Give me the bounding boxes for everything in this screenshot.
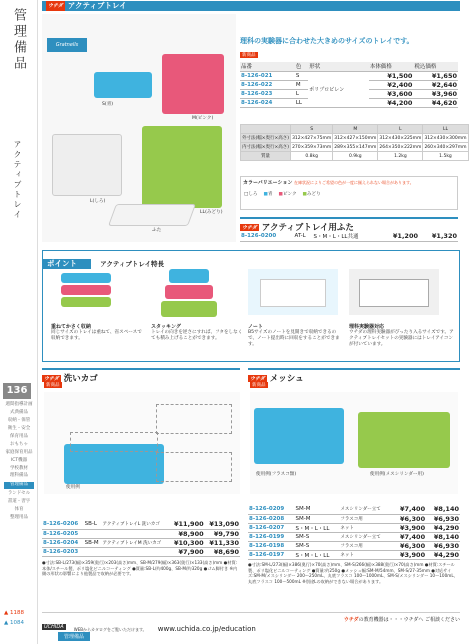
point-section [42, 250, 460, 362]
stack-image [51, 269, 141, 317]
feature-1: 重ねてかさく収納 同じサイズのトレイは重ねて、省スペースで収納できます。 [51, 324, 142, 342]
tray-s-image [94, 72, 152, 98]
table-row: 8-126-0203 ¥7,900 ¥8,690 [43, 547, 239, 556]
feature-2: スタッキング トレイの向きを逆さにすれば、フタをしなくても積み上げることができます。 [151, 324, 243, 342]
index-item[interactable]: 管理備品 [4, 482, 34, 489]
table-row: 8-126-023 L ¥3,600 ¥3,960 [241, 89, 457, 98]
color-green: ■みどり [302, 192, 321, 197]
label-m: M(ピンク) [192, 116, 214, 121]
feature-3: ノート B5サイズのノートを見開きで収納できるので、ノート提出時に回収をすることができます。 [248, 324, 340, 348]
lid-table [240, 232, 458, 242]
mesh-table [248, 505, 460, 560]
footer-count-2: ▲ 1084 [4, 620, 24, 626]
tray-l-image [52, 134, 122, 196]
index-item[interactable]: 収納・保管 [7, 417, 31, 423]
index-item[interactable]: 書道・習字 [7, 499, 31, 505]
tray-m-image [162, 54, 224, 114]
point-label: ポイント [43, 259, 91, 269]
index-item[interactable]: 理科備品 [10, 473, 28, 479]
page-number: 136 [3, 383, 31, 399]
mesh-new-badge: 新商品 [252, 383, 266, 388]
notebook-image [248, 269, 338, 315]
label-l: L(しろ) [90, 199, 106, 204]
index-item[interactable]: 学校教材 [10, 465, 28, 471]
lid-section-header: ウチダ アクティブトレイ用ふた [240, 217, 458, 233]
sidebar [0, 0, 38, 644]
color-box: カラーバリエーション 在庫状況によりご希望の色が一度に揃えられない場合があります。 □しろ ■青 ■ピンク ■みどり [240, 176, 458, 210]
gratnells-logo: Gratnells [47, 38, 87, 52]
footer: UCHIDA WEBからカタログをご覧いただけます。 www.uchida.co.jp/education ウチダの教育機器は・・・ウチダへ ご相談ください [42, 612, 460, 635]
table-row: 8-126-0205 ¥8,900 ¥9,790 [43, 529, 239, 538]
spec-table: S M L LL 外寸法(幅×奥行×高さ) 312×427×75mm 312×427×150mm 312×430×225mm 312×430×300mm 内寸法(幅×奥行×高さ) 270×359×73mm 289×355×147mm 264×350×222mm 260×340×297mm 質量 0.8kg 0.9kg 1.2kg 1.5kg [242, 126, 467, 159]
footer-tag: 管理備品 [58, 632, 90, 641]
point-subtitle: アクティブトレイ特長 [100, 260, 165, 268]
kago-new-badge: 新商品 [46, 383, 60, 388]
tray-ll-image [142, 126, 222, 208]
footer-url[interactable]: www.uchida.co.jp/education [157, 625, 256, 633]
color-white: □しろ [244, 192, 258, 197]
footer-count-1: ▲ 1188 [4, 610, 24, 616]
table-row: 8-126-024 LL ¥4,200 ¥4,620 [241, 98, 457, 107]
index-item[interactable]: ICT機器 [10, 457, 28, 463]
index-item[interactable]: 衛生・安全 [7, 425, 31, 431]
table-row: 8-126-0207 S・M・L・LL ネット ¥3,900 ¥4,290 [249, 523, 459, 532]
mesh-note: ●寸法:SM-L/273(幅)×386(奥行)×70(高さ)mm、SM-S/266(幅)×388(奥行)×70(高さ)mm ●材質:スチール製、ポリ塩化ビニルコーティング ●質量:約250g ●メッシュ幅:SM-M/54mm、SM-S/27-35mm ●対応サイズ:SM-M/メスシリンダー 200〜250mL、丸底フラスコ 100〜1000mL、SM-S/メスシリンダー 10〜100mL、丸底フラスコ 100〜500mL ※別途Lの収納ができない場合があります。 [248, 562, 458, 585]
table-row: 8-126-0204 SB-M アクティブトレイM 洗いカゴ ¥10,300 ¥11,330 [43, 538, 239, 547]
index-item[interactable]: 週間指導計画 [5, 402, 33, 407]
label-ll: LL(みどり) [200, 210, 223, 215]
table-row: 8-126-0206 SB-L アクティブトレイL 洗いカゴ ¥11,900 ¥13,090 [43, 520, 239, 529]
mesh-header: ウチダ メッシュ [248, 368, 460, 384]
index-item[interactable]: 式典備品 [10, 409, 28, 415]
price-table: 品番 色 形状 本体価格 税込価格 8-126-021 S ポリプロピレン ¥1,500 ¥1,650 8-126-022 M ¥2,400 ¥2,640 8-126-023 L ¥3,600 ¥3,960 8-126-024 LL ¥4,200 ¥4,620 [240, 62, 458, 108]
kago-header: ウチダ 洗いカゴ [42, 368, 240, 384]
lid-image [108, 204, 196, 226]
table-row: 8-126-0197 S・M・L・LL ネット ¥3,900 ¥4,290 [249, 550, 459, 559]
new-badge: 新商品 [242, 53, 256, 58]
table-row: 8-126-0199 SM-S メスシリンダー立て ¥7,400 ¥8,140 [249, 532, 459, 541]
index-item[interactable]: ランドセル [7, 491, 31, 497]
section-subtitle: アクティブトレイ [13, 140, 22, 220]
headline: 理科の実験器に合わせた大きめのサイズのトレイです。 [240, 37, 414, 45]
section-title: 管理備品 [11, 8, 26, 72]
feature-4: 理科実験器対応 ウチダの理科実験器がぴったり入るサイズです。アクティブトレイセットの実験器にはトレイアイコンが付いています。 [349, 324, 454, 348]
table-row: 8-126-0208 SM-M フラスコ用 ¥6,300 ¥6,930 [249, 514, 459, 523]
table-row: 8-126-021 S ポリプロピレン ¥1,500 ¥1,650 [240, 71, 458, 80]
index-item[interactable]: 家庭保育用品 [5, 449, 33, 455]
index-item[interactable]: おもちゃ [10, 441, 28, 447]
product-bar [42, 1, 460, 11]
index-list [4, 403, 34, 524]
kago-image: 使用例 [44, 392, 240, 494]
product-image [42, 14, 236, 242]
index-item[interactable]: 体育 [14, 507, 24, 513]
table-row: 8-126-022 M ¥2,400 ¥2,640 [241, 80, 457, 89]
table-row: 8-126-0198 SM-S フラスコ用 ¥6,300 ¥6,930 [249, 541, 459, 550]
mesh-image: 使用例(フラスコ類) 使用例(メスシリンダー用) [250, 392, 458, 494]
stacking-image [151, 267, 239, 319]
kago-note: ●寸法:SB-L/273(幅)×359(奥行)×203(高さ)mm、SB-M/279(幅)×363(奥行)×133(高さ)mm ●材質:本体/スチール製、ポリ塩化ビニルコーティング ●質量:SB-L/約400g、SB-M/約320g ●ゴム脚付き ※内側の形状の影響により他製品で収納が必要です。 [42, 560, 238, 577]
kago-table [42, 520, 240, 557]
index-item[interactable]: 整理用品 [10, 515, 28, 521]
product-title: アクティブトレイ [67, 1, 127, 10]
color-pink: ■ピンク [278, 192, 297, 197]
lab-image [349, 269, 439, 315]
color-blue: ■青 [263, 192, 273, 197]
label-s: S(青) [102, 102, 114, 107]
label-lid: ふた [152, 228, 162, 233]
brand-logo: ウチダ [48, 3, 63, 9]
table-row: 8-126-0200 AT-L S・M・L・LL共通 ¥1,200 ¥1,320 [241, 232, 457, 241]
index-item[interactable]: 保育用品 [10, 433, 28, 439]
table-row: 8-126-0209 SM-M メスシリンダー立て ¥7,400 ¥8,140 [249, 505, 459, 514]
